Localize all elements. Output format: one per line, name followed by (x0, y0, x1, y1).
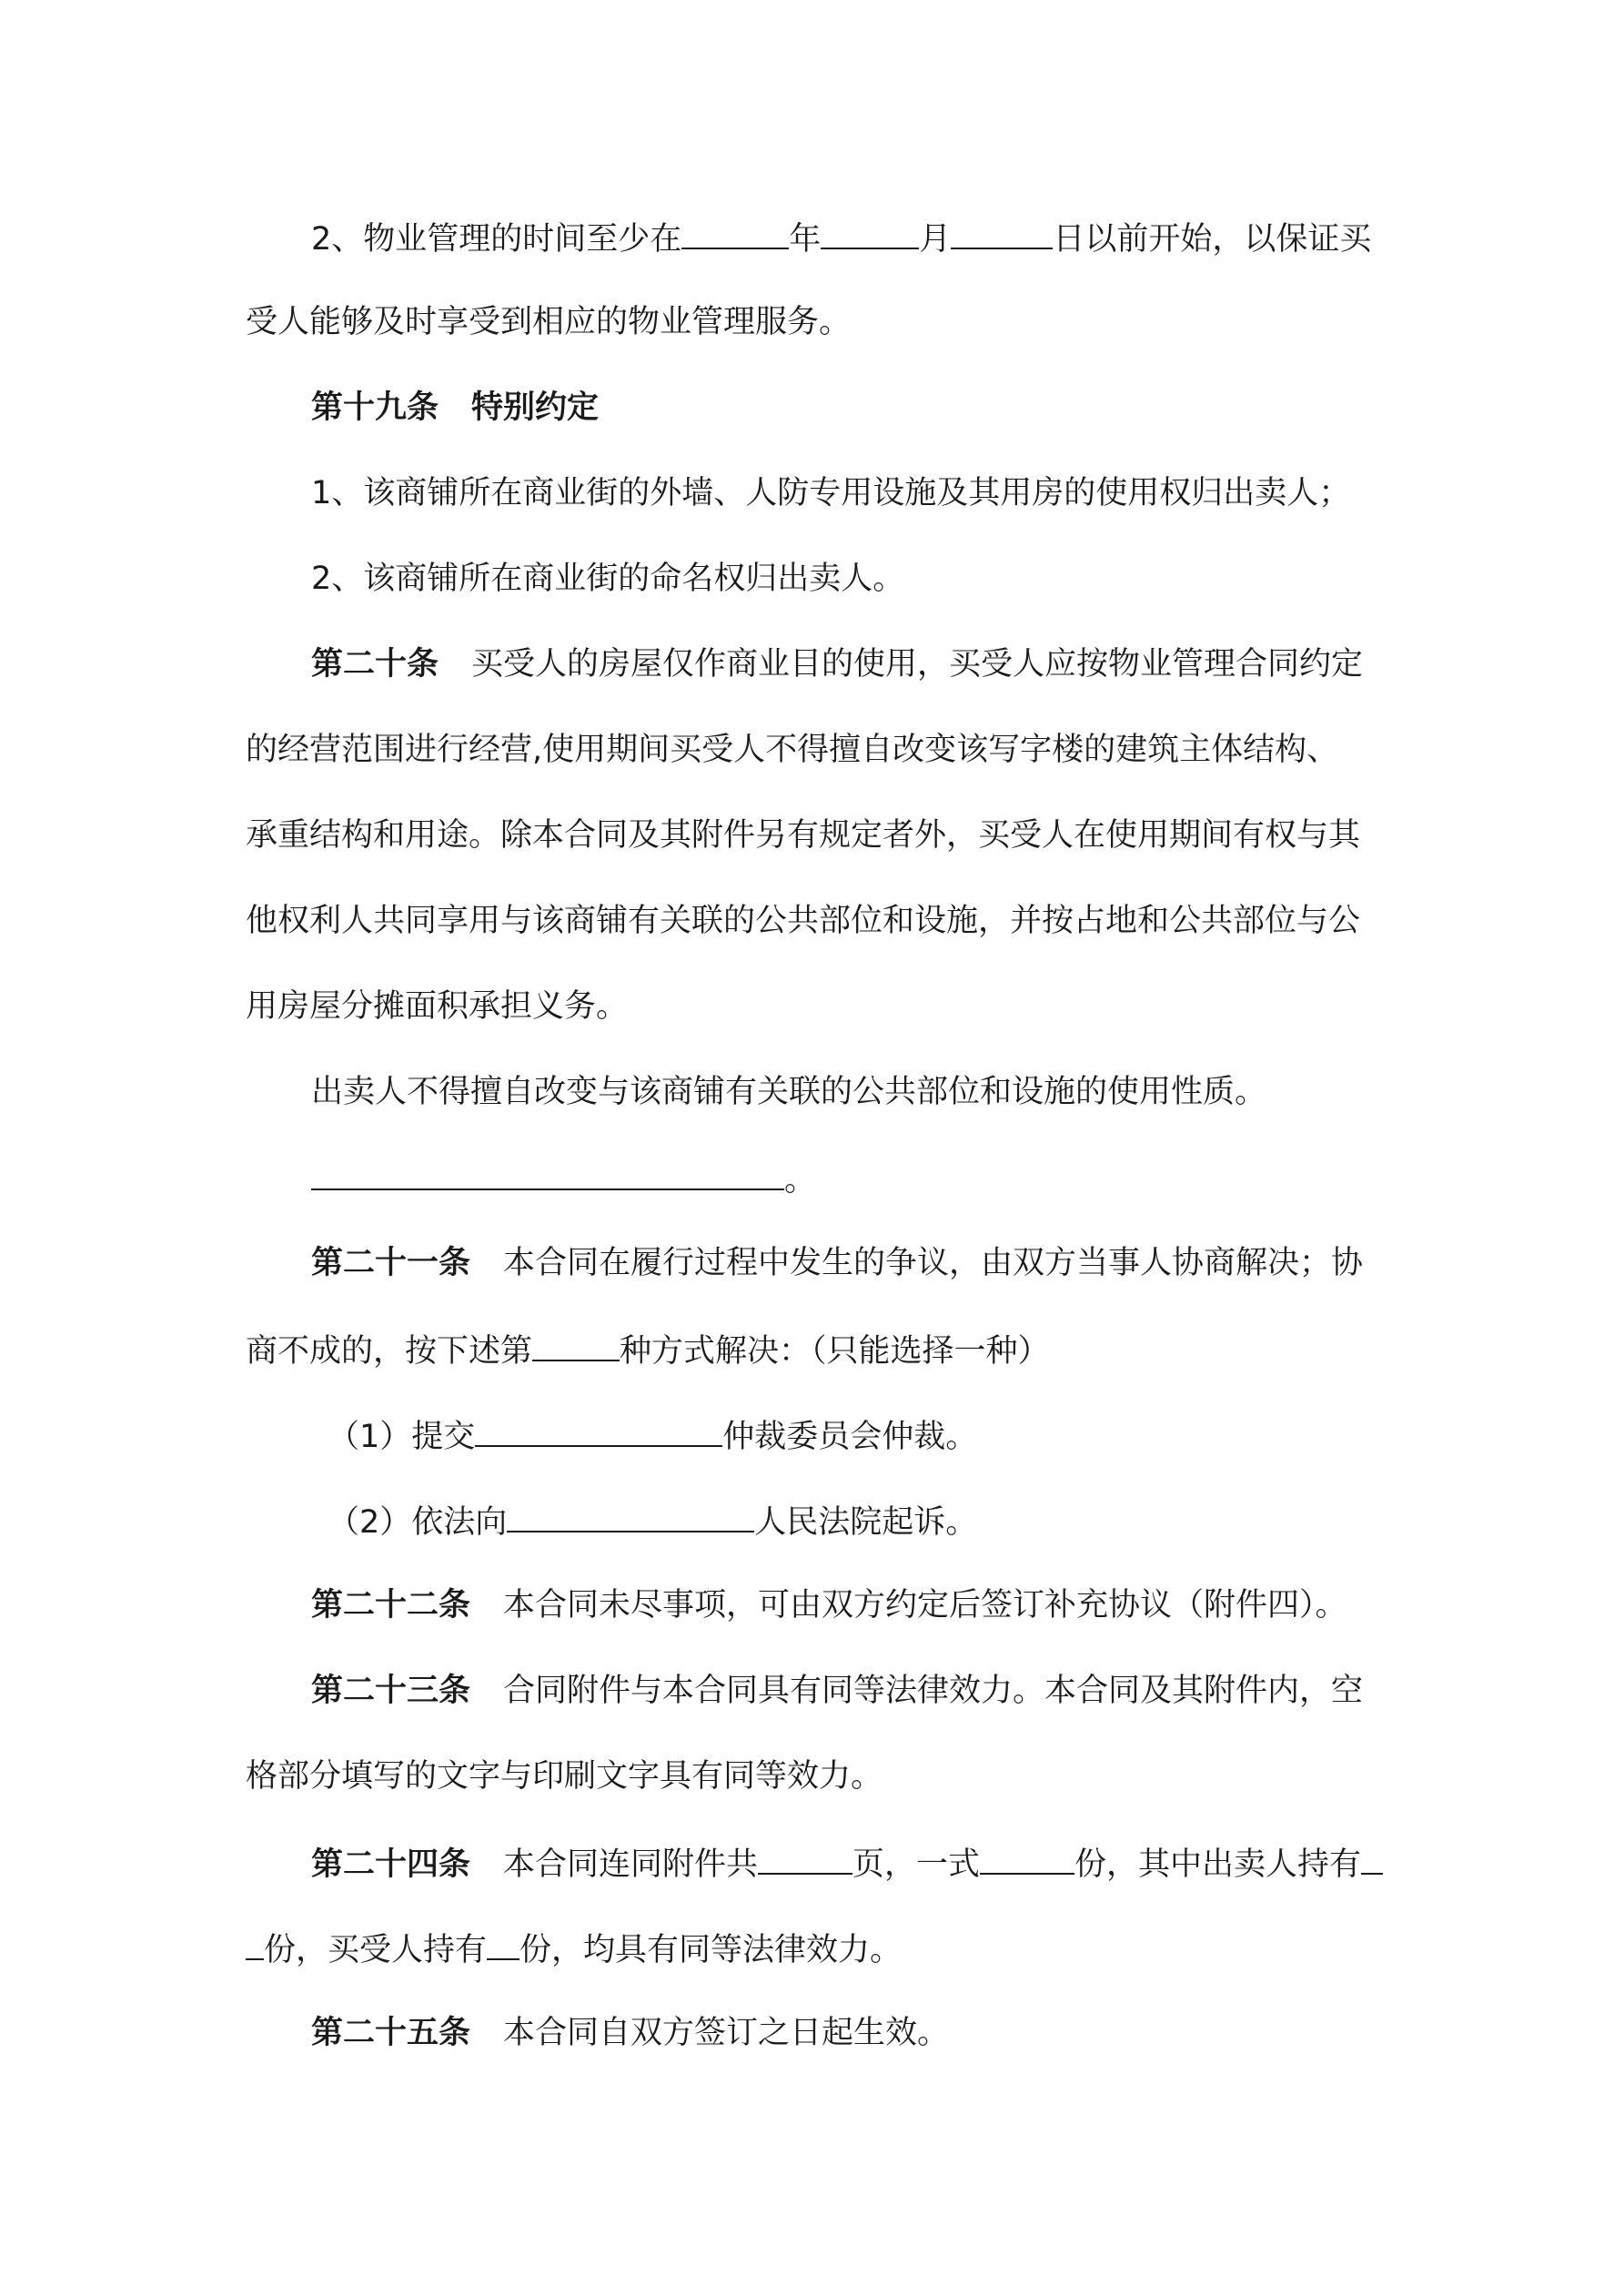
blank-buyer-copies (487, 1926, 519, 1960)
article-20-line6: 出卖人不得擅自改变与该商铺有关联的公共部位和设施的使用性质。 (311, 1074, 1267, 1110)
text: 商不成的，按下述第 (246, 1333, 533, 1370)
blank-year (681, 215, 789, 249)
text: 年 (789, 221, 822, 258)
blank-copies (980, 1840, 1074, 1875)
blank-day (951, 215, 1053, 249)
text: 份，其中出卖人持有 (1074, 1846, 1362, 1883)
text: 份，买受人持有 (264, 1932, 488, 1968)
text: 本合同自双方签订之日起生效。 (503, 2015, 950, 2051)
text: 本合同在履行过程中发生的争议，由双方当事人协商解决；协 (503, 1245, 1364, 1281)
text: 仲裁委员会仲裁。 (722, 1419, 978, 1455)
article-title: 特别约定 (471, 389, 600, 426)
article-number: 第十九条 (311, 389, 439, 426)
text: 种方式解决：（只能选择一种） (620, 1333, 1050, 1370)
article-23-line2: 格部分填写的文字与印刷文字具有同等效力。 (246, 1758, 883, 1795)
blank-arbitration (475, 1412, 722, 1447)
article-number: 第二十二条 (311, 1587, 471, 1623)
blank-seller-copies-part1 (1361, 1840, 1383, 1875)
article-20-blank-line (311, 1156, 816, 1199)
article-20-line2: 的经营范围进行经营,使用期间买受人不得擅自改变该写字楼的建筑主体结构、 (246, 732, 1339, 768)
article-number: 第二十条 (311, 646, 439, 683)
article-20-line5: 用房屋分摊面积承担义务。 (246, 988, 629, 1025)
article-number: 第二十一条 (311, 1245, 471, 1281)
text: 合同附件与本合同具有同等法律效力。本合同及其附件内，空 (503, 1673, 1364, 1709)
article-21-line1 (311, 1241, 1363, 1285)
para-18-2-line1 (311, 215, 1371, 258)
text: 日以前开始，以保证买 (1053, 221, 1372, 258)
article-23-line1 (311, 1669, 1363, 1713)
article-22 (311, 1583, 1347, 1627)
article-20-line3: 承重结构和用途。除本合同及其附件另有规定者外，买受人在使用期间有权与其 (246, 817, 1361, 854)
article-number: 第二十三条 (311, 1673, 471, 1709)
article-19-item1: 1、该商铺所在商业街的外墙、人防专用设施及其用房的使用权归出卖人； (311, 475, 1351, 511)
text: 月 (919, 221, 952, 258)
article-21-option1 (328, 1412, 977, 1456)
text: （2）依法向 (328, 1504, 508, 1541)
article-20-line4: 他权利人共同享用与该商铺有关联的公共部位和设施，并按占地和公共部位与公 (246, 903, 1361, 939)
article-19-heading (311, 386, 599, 430)
article-24-line2 (246, 1926, 902, 1969)
para-18-2-line2: 受人能够及时享受到相应的物业管理服务。 (246, 304, 852, 340)
article-19-item2: 2、该商铺所在商业街的命名权归出卖人。 (311, 561, 905, 597)
text: 2、物业管理的时间至少在 (311, 221, 682, 258)
article-number: 第二十四条 (311, 1846, 471, 1883)
article-number: 第二十五条 (311, 2015, 471, 2051)
text: 页，一式 (852, 1846, 981, 1883)
text: 人民法院起诉。 (754, 1504, 978, 1541)
text: 买受人的房屋仅作商业目的使用，买受人应按物业管理合同约定 (471, 646, 1364, 683)
article-20-line1 (311, 642, 1363, 686)
blank-long (311, 1156, 784, 1190)
blank-month (821, 215, 919, 249)
blank-pages (758, 1840, 852, 1875)
article-21-line2 (246, 1327, 1050, 1371)
text: 本合同连同附件共 (503, 1846, 759, 1883)
text: 。 (784, 1162, 817, 1199)
text: 份，均具有同等法律效力。 (519, 1932, 903, 1968)
article-24-line1 (311, 1840, 1383, 1884)
text: （1）提交 (328, 1419, 476, 1455)
article-25 (311, 2011, 949, 2055)
blank-seller-copies-part2 (246, 1926, 264, 1960)
blank-method (532, 1327, 620, 1361)
blank-court (507, 1498, 754, 1532)
text: 本合同未尽事项，可由双方约定后签订补充协议（附件四）。 (503, 1587, 1347, 1623)
article-21-option2 (328, 1498, 977, 1542)
